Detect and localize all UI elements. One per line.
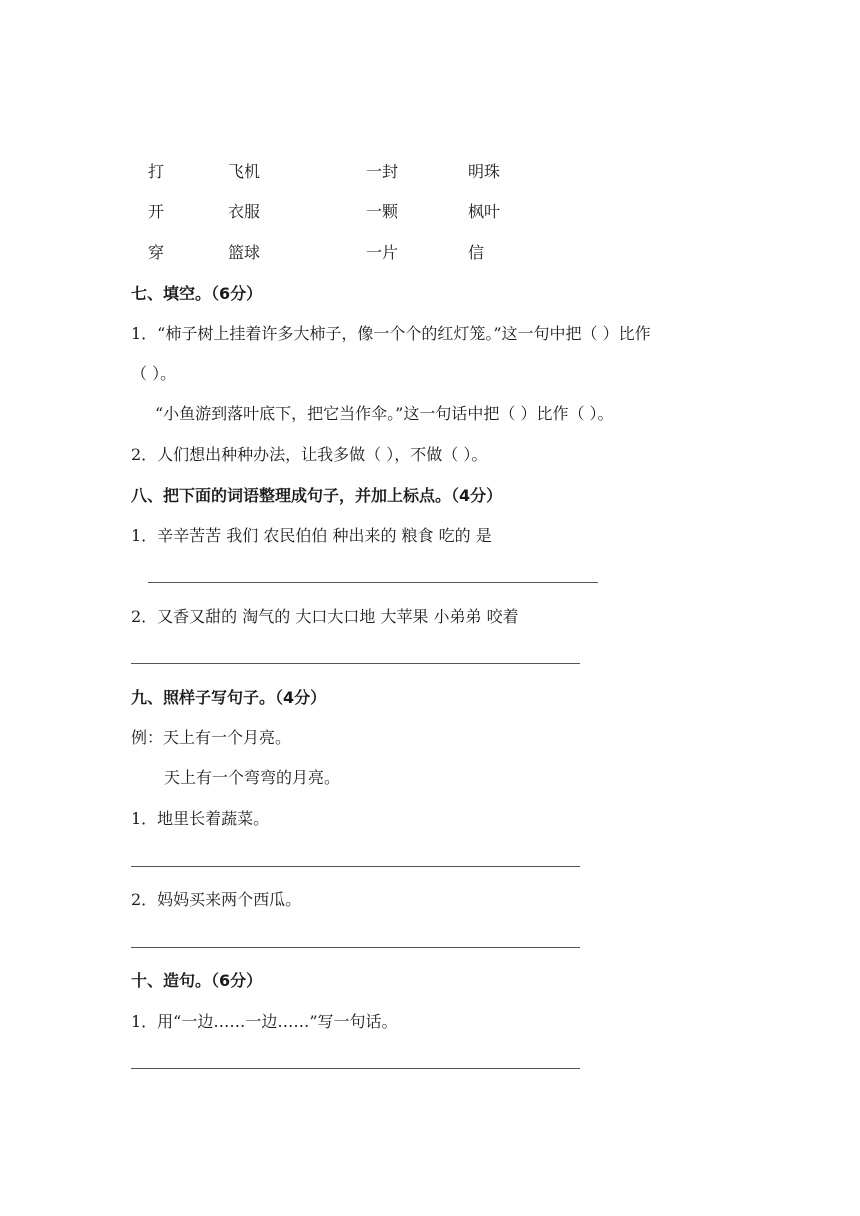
section-9-example: 例：天上有一个月亮。 (131, 728, 292, 747)
section-7-q1-line2: （ ）。 (131, 364, 177, 383)
match-noun: 飞机 (228, 162, 261, 181)
match-measure: 一封 (366, 162, 399, 181)
section-8-q1: 1．辛辛苦苦 我们 农民伯伯 种出来的 粮食 吃的 是 (131, 526, 492, 545)
answer-line[interactable] (148, 582, 598, 583)
match-noun: 衣服 (228, 202, 261, 221)
section-7-q2: 2．人们想出种种办法，让我多做（ ），不做（ ）。 (131, 445, 488, 464)
section-9-q2: 2．妈妈买来两个西瓜。 (131, 890, 302, 909)
match-noun: 篮球 (228, 243, 261, 262)
match-object: 明珠 (468, 162, 501, 181)
match-verb: 开 (148, 202, 165, 221)
match-object: 信 (468, 243, 485, 262)
section-7-q1-line1: 1．“柿子树上挂着许多大柿子，像一个个的红灯笼。”这一句中把（ ）比作 (131, 324, 651, 343)
section-7-heading: 七、填空。（6分） (131, 284, 263, 303)
match-measure: 一片 (366, 243, 399, 262)
answer-line[interactable] (131, 947, 580, 948)
section-10-q1: 1．用“一边……一边……”写一句话。 (131, 1012, 398, 1031)
section-10-heading: 十、造句。（6分） (131, 971, 263, 990)
section-7-q1-line3: “小鱼游到落叶底下，把它当作伞。”这一句话中把（ ）比作（ ）。 (155, 404, 614, 423)
section-9-q1: 1．地里长着蔬菜。 (131, 809, 270, 828)
match-verb: 打 (148, 162, 165, 181)
section-8-heading: 八、把下面的词语整理成句子，并加上标点。（4分） (131, 486, 503, 505)
match-object: 枫叶 (468, 202, 501, 221)
answer-line[interactable] (131, 663, 580, 664)
section-8-q2: 2．又香又甜的 淘气的 大口大口地 大苹果 小弟弟 咬着 (131, 607, 519, 626)
match-measure: 一颗 (366, 202, 399, 221)
answer-line[interactable] (131, 866, 580, 867)
section-9-example-answer: 天上有一个弯弯的月亮。 (164, 768, 341, 787)
match-verb: 穿 (148, 243, 165, 262)
answer-line[interactable] (131, 1068, 580, 1069)
section-9-heading: 九、照样子写句子。（4分） (131, 688, 327, 707)
